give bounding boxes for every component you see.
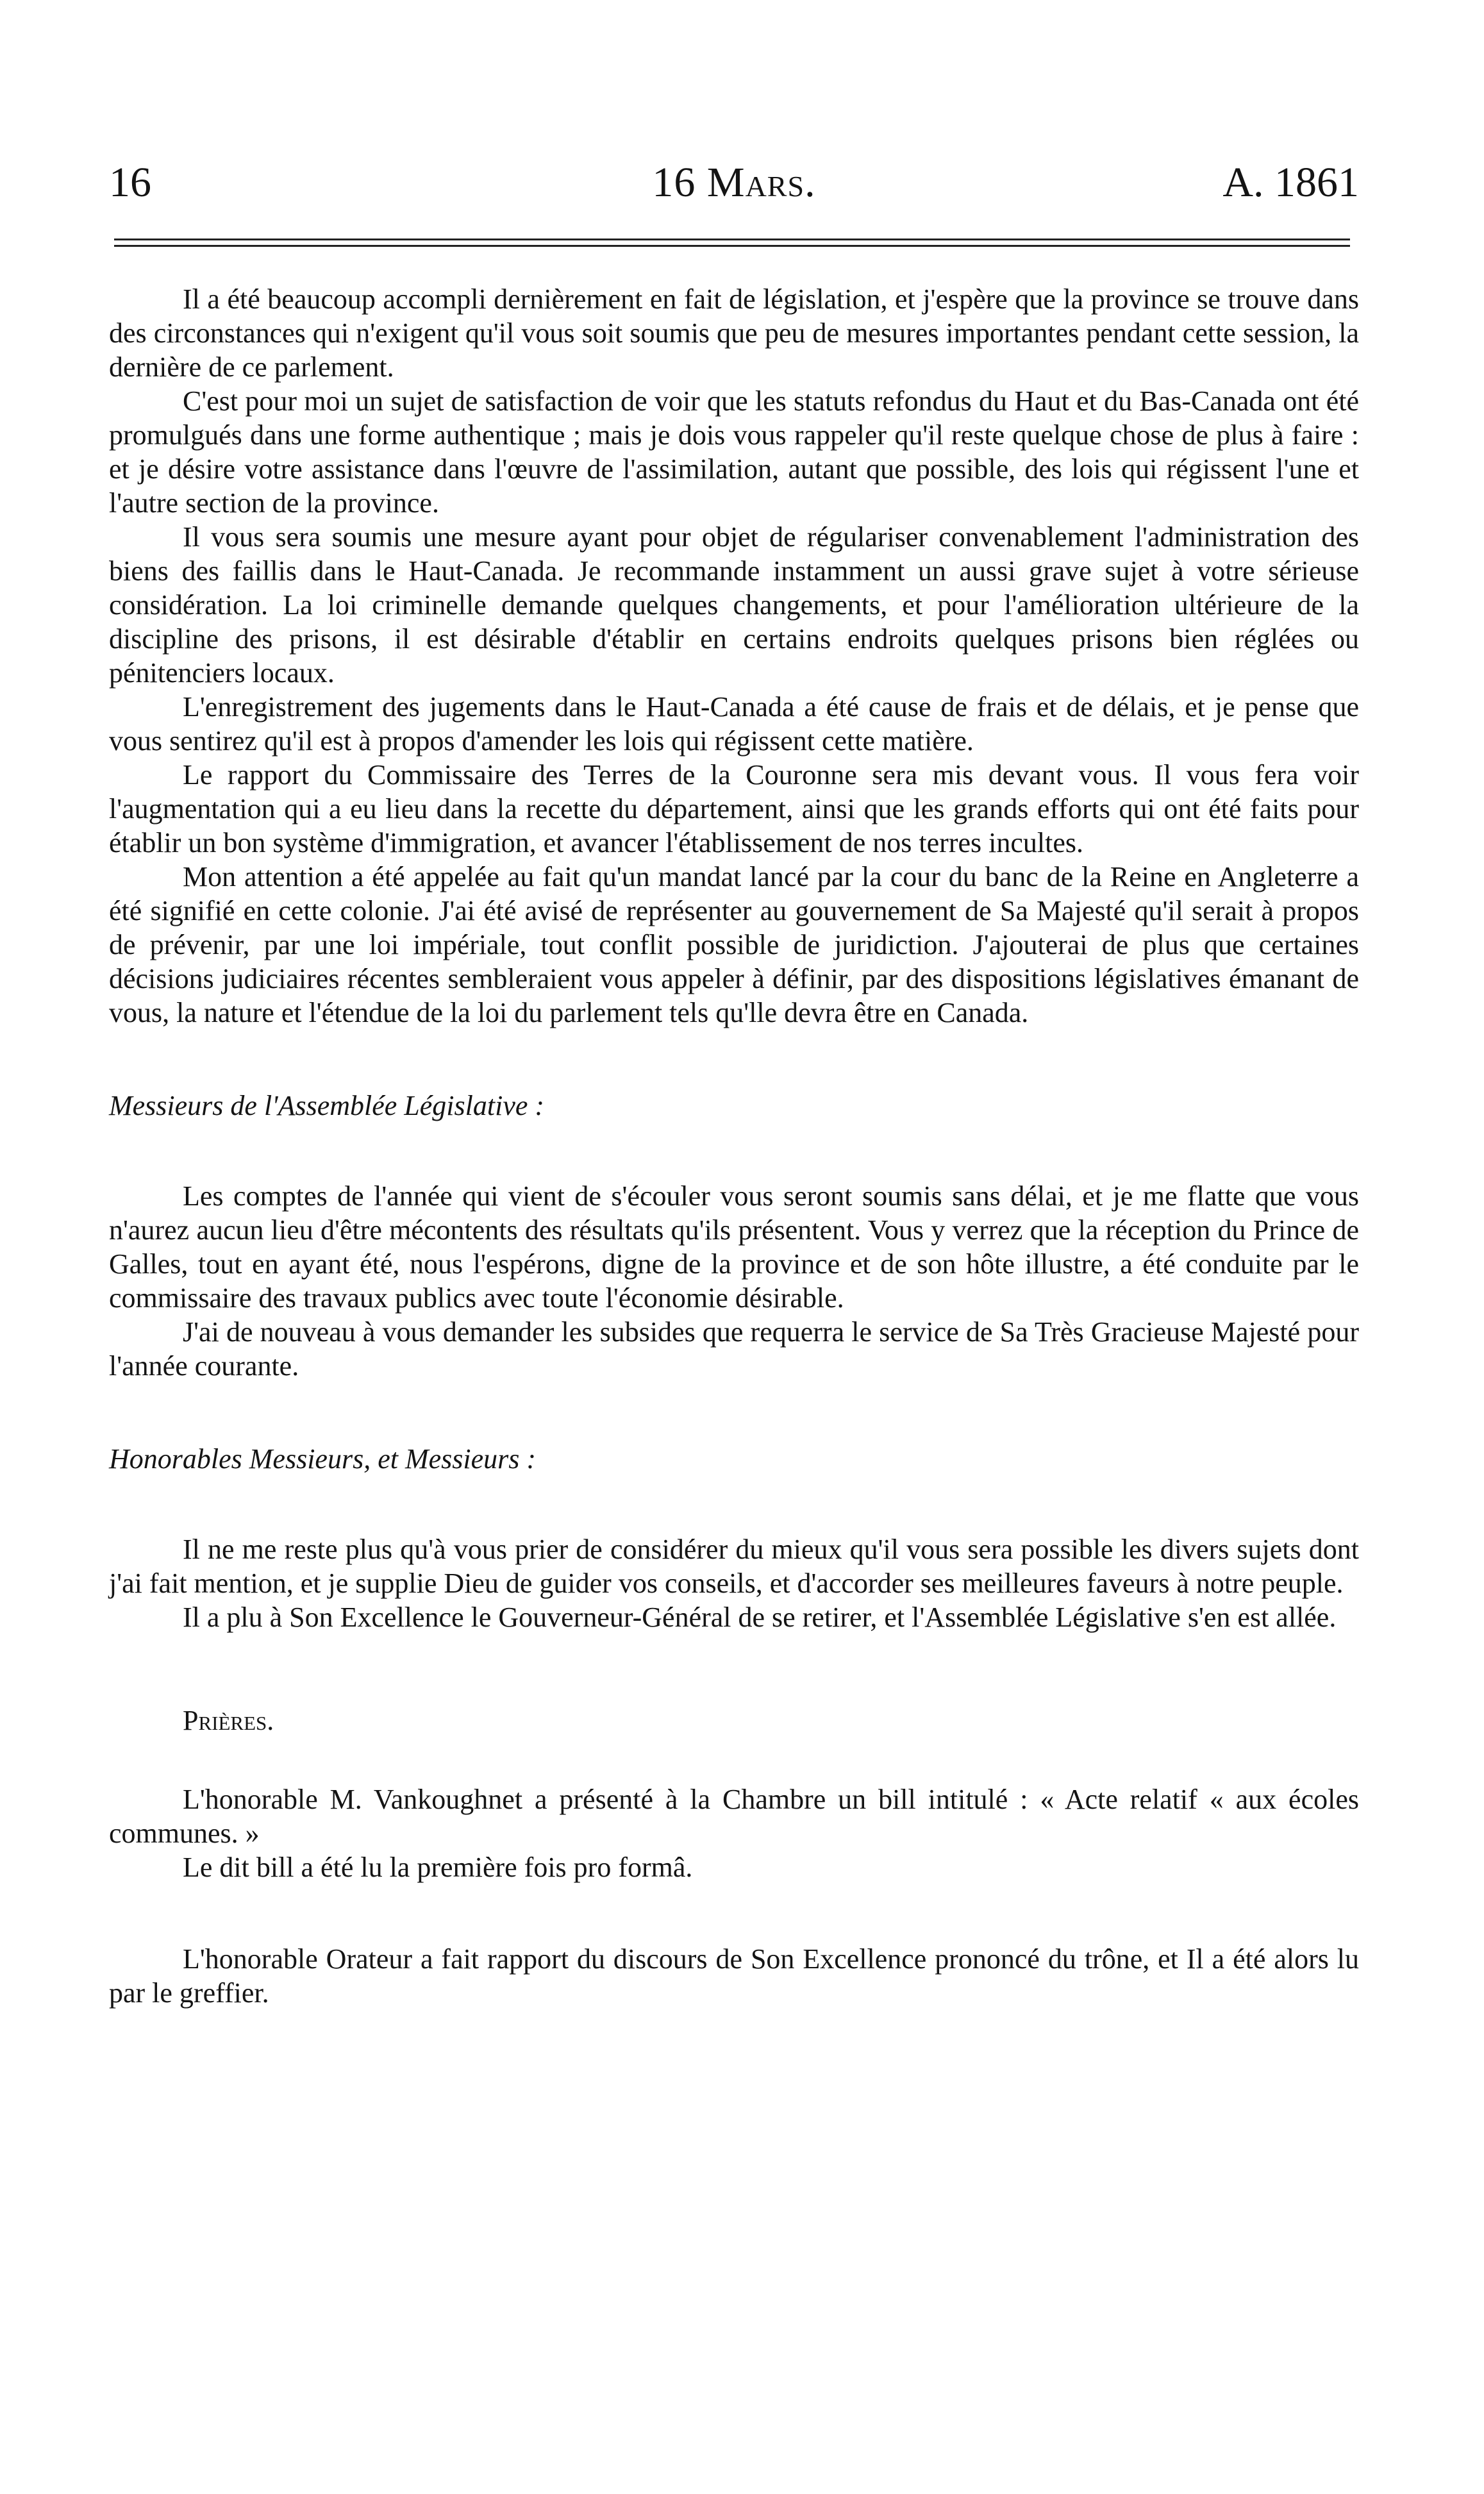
paragraph: L'enregistrement des jugements dans le Haut-Canada a été cause de frais et de délais, et je pense que vous sentirez qu'il est à propos d'amender les lois qui régissent cette matière.: [109, 691, 1359, 757]
paragraph: Le dit bill a été lu la première fois pro formâ.: [183, 1852, 693, 1883]
paragraph: Il a été beaucoup accompli dernièrement en fait de législation, et j'espère que la province se trouve dans des circonstances qui n'exigent qu'il vous soit soumis que peu de mesures importantes pendant cette session, la dernière de ce parlement.: [109, 283, 1359, 383]
page-header: [109, 154, 1359, 212]
section-heading-assembly: Messieurs de l'Assemblée Législative :: [109, 1090, 545, 1121]
paragraph: Le rapport du Commissaire des Terres de la Couronne sera mis devant vous. Il vous fera voir l'augmentation qui a eu lieu dans la recette du département, ainsi que les grands efforts qui ont été faits pour établir un bon système d'immigration, et avancer l'établissement de nos terres incultes.: [109, 759, 1359, 858]
body-text: [109, 282, 1359, 2010]
header-rule-top: [114, 239, 1350, 240]
prieres-heading: Prières.: [183, 1705, 274, 1736]
header-rule-bottom: [114, 245, 1350, 247]
page-number: 16: [109, 159, 151, 206]
header-date: 16 Mars.: [652, 159, 816, 206]
paragraph: Les comptes de l'année qui vient de s'écouler vous seront soumis sans délai, et je me flatte que vous n'aurez aucun lieu d'être mécontents des résultats qu'ils présentent. Vous y verrez que la réception du Prince de Galles, tout en ayant été, nous l'espérons, digne de la province et de son hôte illustre, a été conduite par le commissaire des travaux publics avec toute l'économie désirable.: [109, 1180, 1359, 1314]
paragraph: L'honorable Orateur a fait rapport du discours de Son Excellence prononcé du trône, et Il a été alors lu par le greffier.: [109, 1943, 1359, 2009]
paragraph: Il ne me reste plus qu'à vous prier de considérer du mieux qu'il vous sera possible les divers sujets dont j'ai fait mention, et je supplie Dieu de guider vos conseils, et d'accorder ses meilleures faveurs à notre peuple.: [109, 1534, 1359, 1599]
header-year: A. 1861: [1222, 159, 1359, 206]
paragraph: L'honorable M. Vankoughnet a présenté à la Chambre un bill intitulé : « Acte relatif « aux écoles communes. »: [109, 1784, 1359, 1849]
paragraph: Mon attention a été appelée au fait qu'un mandat lancé par la cour du banc de la Reine en Angleterre a été signifié en cette colonie. J'ai été avisé de représenter au gouvernement de Sa Majesté qu'il serait à propos de prévenir, par une loi impériale, tout conflit possible de juridiction. J'ajouterai de plus que certaines décisions judiciaires récentes sembleraient vous appeler à définir, par des dispositions législatives émanant de vous, la nature et l'étendue de la loi du parlement tels qu'lle devra être en Canada.: [109, 861, 1359, 1028]
section-heading-honorables: Honorables Messieurs, et Messieurs :: [109, 1443, 537, 1475]
paragraph: J'ai de nouveau à vous demander les subsides que requerra le service de Sa Très Gracieuse Majesté pour l'année courante.: [109, 1316, 1359, 1382]
paragraph: Il a plu à Son Excellence le Gouverneur-Général de se retirer, et l'Assemblée Législative s'en est allée.: [183, 1602, 1337, 1633]
paragraph: C'est pour moi un sujet de satisfaction de voir que les statuts refondus du Haut et du Bas-Canada ont été promulgués dans une forme authentique ; mais je dois vous rappeler qu'il reste quelque chose de plus à faire : et je désire votre assistance dans l'œuvre de l'assimilation, autant que possible, des lois qui régissent l'une et l'autre section de la province.: [109, 385, 1359, 519]
paragraph: Il vous sera soumis une mesure ayant pour objet de régulariser convenablement l'administration des biens des faillis dans le Haut-Canada. Je recommande instamment un aussi grave sujet à votre sérieuse considération. La loi criminelle demande quelques changements, et pour l'amélioration ultérieure de la discipline des prisons, il est désirable d'établir en certains endroits quelques prisons bien réglées ou pénitenciers locaux.: [109, 521, 1359, 689]
